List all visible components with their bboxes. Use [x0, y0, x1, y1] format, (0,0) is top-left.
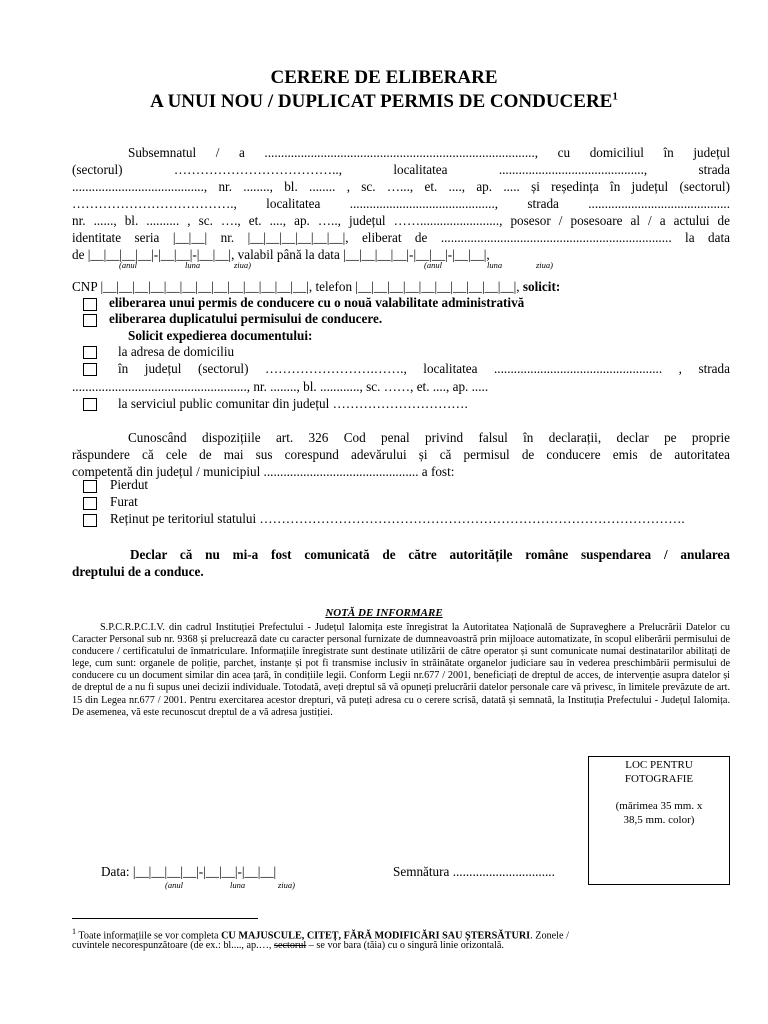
- status-stolen-label: Furat: [110, 494, 138, 509]
- ship-address-number-line[interactable]: ....................................................., nr. ........, bl. ............, sc. ……, et. ...., ap. .....: [72, 379, 489, 394]
- photo-size-line1: (mărimea 35 mm. x: [615, 800, 703, 812]
- valid-date-month-label: luna: [487, 260, 503, 270]
- sign-date-day-label: ziua): [278, 880, 295, 890]
- date-field[interactable]: Data: |__|__|__|__|-|__|__|-|__|__|: [101, 864, 277, 879]
- footnote-marker: 1: [72, 927, 76, 936]
- photo-label-line1: LOC PENTRU: [625, 759, 693, 771]
- declaration-line-1: Cunoscând dispozițiile art. 326 Cod penal privind falsul în declarații, declar pe proprie: [128, 430, 730, 445]
- signature-field[interactable]: Semnătura ...............................: [393, 864, 555, 879]
- footnote-reference: 1: [612, 90, 618, 103]
- form-title-line2-text: A UNUI NOU / DUPLICAT PERMIS DE CONDUCERE: [150, 91, 613, 112]
- option-new-license-label: eliberarea unui permis de conducere cu o nouă valabilitate administrativă: [109, 295, 525, 310]
- checkbox-ship-home[interactable]: [83, 346, 97, 359]
- footnote-line-2: [72, 939, 730, 952]
- ship-home-label: la adresa de domiciliu: [118, 344, 235, 359]
- valid-date-day-label: ziua): [536, 260, 553, 270]
- checkbox-new-license[interactable]: [83, 298, 97, 311]
- checkbox-stolen[interactable]: [83, 497, 97, 510]
- option-duplicate-license-label: eliberarea duplicatului permisului de conducere.: [109, 311, 383, 326]
- photo-placeholder: [588, 756, 730, 885]
- suspension-declaration-line-2: dreptului de a conduce.: [72, 564, 204, 579]
- footnote-strike-example: sectorul: [273, 940, 307, 951]
- footnote-text-a: Toate informațiile se vor completa: [76, 930, 222, 942]
- form-line-residence-locality[interactable]: ………………………………., localitatea ............................................, strada ...........................................: [72, 196, 730, 211]
- issue-date-day-label: ziua): [234, 260, 251, 270]
- issue-date-month-label: luna: [185, 260, 201, 270]
- form-line-residence-number[interactable]: nr. ......, bl. .......... , sc. …., et. ...., ap. ….., județul ……........................, posesor / posesoare al / a actului de: [72, 213, 730, 228]
- cnp-phone-text[interactable]: CNP |__|__|__|__|__|__|__|__|__|__|__|__|__|, telefon |__|__|__|__|__|__|__|__|__|__|,: [72, 279, 523, 294]
- footnote-caps-text: CU MAJUSCULE, CITEȚ, FĂRĂ MODIFICĂRI SAU ȘTERSĂTURI: [221, 930, 531, 942]
- declaration-line-3[interactable]: competentă din județul / municipiul ............................................... a fost:: [72, 464, 455, 479]
- checkbox-ship-public-service[interactable]: [83, 398, 97, 411]
- status-retained-label[interactable]: Reținut pe teritoriul statului …………………………………………………………………………………….: [110, 511, 685, 526]
- footnote-text-b: . Zonele /: [530, 930, 569, 942]
- status-lost-label: Pierdut: [110, 477, 149, 492]
- shipping-heading: Solicit expedierea documentului:: [128, 328, 313, 343]
- footnote-text-c: cuvintele necorespunzătoare (de ex.: bl...., ap.…,: [72, 940, 274, 951]
- form-title-line2: [0, 90, 768, 114]
- checkbox-retained[interactable]: [83, 514, 97, 527]
- checkbox-duplicate-license[interactable]: [83, 314, 97, 327]
- form-line-id-series[interactable]: identitate seria |__|__| nr. |__|__|__|__|__|__|, eliberat de ...................................................................... la data: [72, 230, 730, 245]
- form-line-domicile-street[interactable]: ........................................, nr. ........, bl. ........ , sc. …..., et. ...., ap. ..... și reședința în județul (sectorul): [72, 179, 730, 194]
- form-line-domicile-county[interactable]: (sectorul) ……………………………….., localitatea ............................................, strada: [72, 162, 730, 177]
- solicit-label: solicit:: [522, 279, 561, 294]
- form-line-name[interactable]: Subsemnatul / a .................................................................................., cu domiciliul în județul: [128, 145, 730, 160]
- ship-address-line[interactable]: în județul (sectorul) …………………….……., localitatea ................................................... , strada: [118, 361, 730, 376]
- ship-public-service-label[interactable]: la serviciul public comunitar din județul ………………………….: [118, 396, 468, 411]
- form-title-line1: CERERE DE ELIBERARE: [270, 67, 498, 88]
- footnote-divider: [72, 918, 258, 919]
- form-line-id-dates[interactable]: de |__|__|__|__|-|__|__|-|__|__|, valabil până la data |__|__|__|__|-|__|__|-|__|__|,: [72, 247, 490, 262]
- form-line-cnp-phone[interactable]: [72, 278, 730, 295]
- photo-size-line2: 38,5 mm. color): [623, 813, 695, 826]
- declaration-line-2: răspundere că cele de mai sus corespund adevărului și că permisul de conducere emis de autoritatea: [72, 447, 730, 462]
- sign-date-month-label: luna: [230, 880, 246, 890]
- checkbox-lost[interactable]: [83, 480, 97, 493]
- photo-label-line2: FOTOGRAFIE: [624, 772, 694, 785]
- footnote-text-d: – se vor bara (tăia) cu o singură linie orizontală.: [306, 940, 504, 951]
- issue-date-year-label: (anul: [119, 260, 137, 270]
- nota-title: NOTĂ DE INFORMARE: [325, 607, 443, 619]
- suspension-declaration-line-1: Declar că nu mi-a fost comunicată de către autoritățile române suspendarea / anularea: [130, 547, 730, 562]
- nota-text: S.P.C.R.P.C.I.V. din cadrul Instituției Prefectului - Județul Ialomița este înregistrat la Autoritatea Națională de Supraveghere a Prelucrării Datelor cu Caracter Personal sub nr. 9368 și prelucrează date cu caracter personal furnizate de dumneavoastră prin mijloace automatizate, în scopul eliberării permisului de conducere / certificatului de înmatriculare. Informațiile înregistrate sunt destinate utilizării de către operator și sunt comunicate numai destinatarilor abilitați de lege, cum sunt: organele de poliție, parchet, instanțe și pot fi transmise inclusiv în străinătate organelor judiciare sau în vederea preschimbării permisului de conducere cu un document similar din acea țară, în condițiile legii. Conform Legii nr.677 / 2001, beneficiați de dreptul de acces, de intervenție asupra datelor și de dreptul de a nu fi supus unei decizii individuale. Totodată, aveți dreptul să vă opuneți prelucrării datelor personale care vă privesc, în limitele prevăzute de art. 15 din Legea nr.677 / 2001. Pentru exercitarea acestor drepturi, vă puteți adresa cu o cerere scrisă, datată și semnată, la Instituția Prefectului - Județul Ialomița. De asemenea, vă este recunoscut dreptul de a vă adresa justiției.: [72, 622, 730, 718]
- checkbox-ship-address[interactable]: [83, 363, 97, 376]
- valid-date-year-label: (anul: [424, 260, 442, 270]
- sign-date-year-label: (anul: [165, 880, 183, 890]
